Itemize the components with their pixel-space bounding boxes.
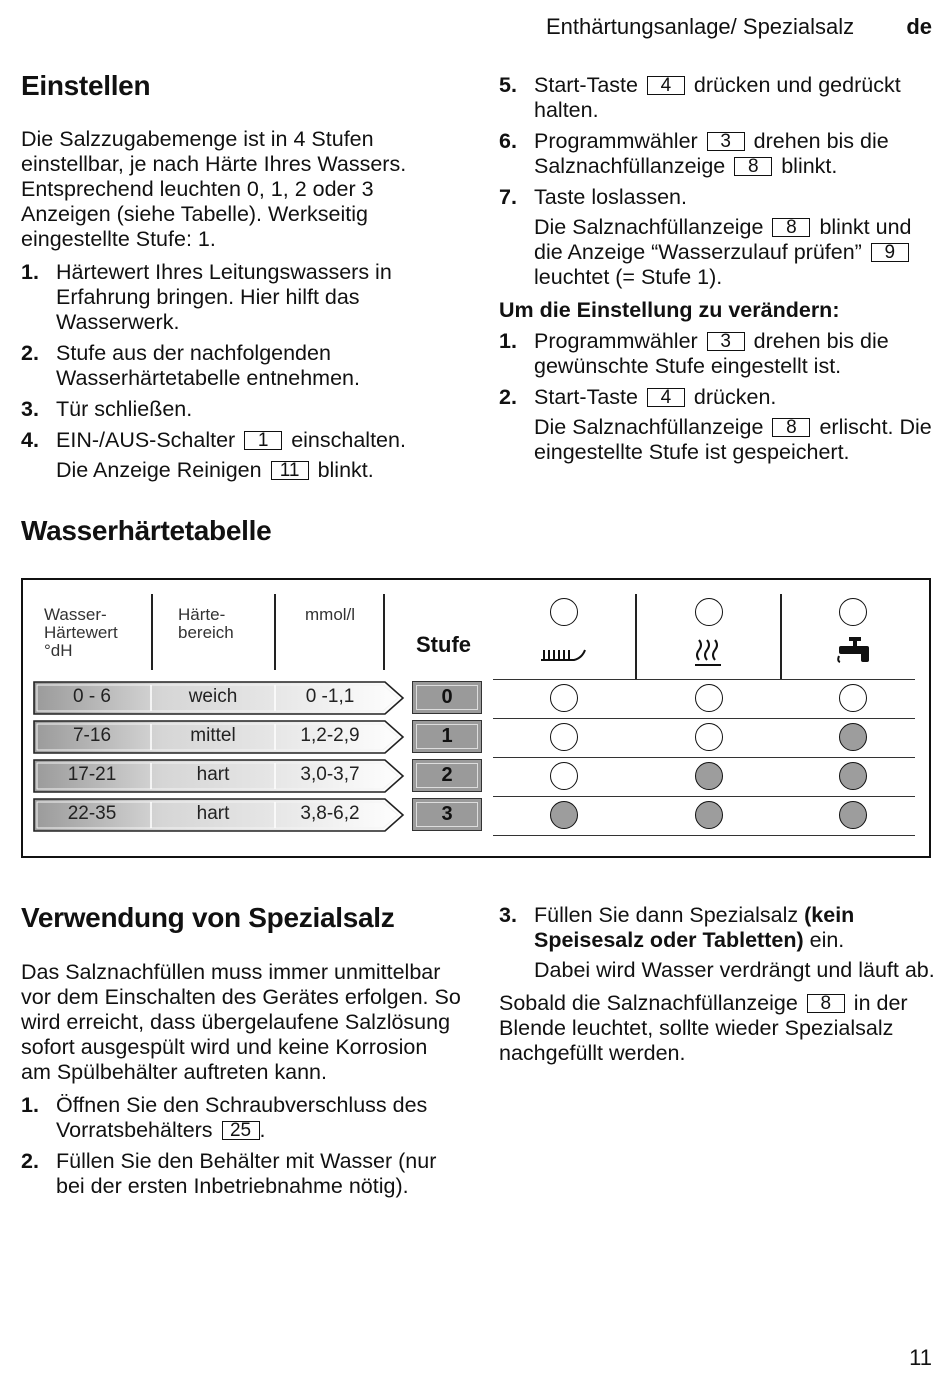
list-item: 2. Stufe aus der nachfolgenden Wasserhärtetabelle entnehmen. — [21, 341, 360, 390]
stufe-badge: 2 — [412, 759, 482, 792]
header-divider — [383, 594, 385, 670]
header-range: Härte- bereich — [178, 605, 234, 642]
indicator-header-circle — [839, 598, 867, 626]
stufe-badge: 3 — [412, 798, 482, 831]
spezialsalz-left-column — [21, 960, 461, 1199]
indicator-off — [550, 762, 578, 790]
stufe-badge: 0 — [412, 681, 482, 714]
running-header — [546, 14, 932, 40]
row-divider — [493, 679, 915, 680]
water-tap-icon — [835, 634, 873, 666]
row-divider — [493, 757, 915, 758]
list-item: 2. Start-Taste 4 drücken. — [499, 385, 777, 409]
control-ref-box: 11 — [271, 461, 309, 480]
hardness-bar — [33, 759, 381, 791]
einstellen-intro: Die Salzzugabemenge ist in 4 Stufen einstellbar, je nach Härte Ihres Wassers. Entsprechend leuchten 0, 1, 2 oder 3 Anzeigen (siehe Tabelle). Werkseitig eingestellte Stufe: 1. — [21, 127, 407, 251]
cell-dh: 7-16 — [72, 725, 112, 746]
header-divider — [635, 594, 637, 680]
steam-drying-icon — [693, 638, 725, 668]
header-divider — [151, 594, 153, 670]
control-ref-box: 8 — [734, 157, 772, 176]
list-item: 4. EIN-/AUS-Schalter 1 einschalten. — [21, 428, 406, 452]
rinse-aid-icon — [538, 638, 588, 666]
row-divider — [493, 796, 915, 797]
row-divider — [493, 835, 915, 836]
header-mmol: mmol/l — [305, 605, 356, 624]
list-item-result: Die Anzeige Reinigen 11 blinkt. — [56, 458, 374, 482]
list-item: 1. Härtewert Ihres Leitungswassers in Erfahrung bringen. Hier hilft das Wasserwerk. — [21, 260, 392, 334]
list-item: 3. Tür schließen. — [21, 397, 193, 421]
cell-range: hart — [196, 803, 230, 824]
list-item: 1. Öffnen Sie den Schraubverschluss des Vorratsbehälters 25 . — [21, 1093, 428, 1142]
change-setting-heading: Um die Einstellung zu verändern: — [499, 298, 840, 322]
cell-range: weich — [188, 686, 238, 707]
control-ref-box: 8 — [807, 994, 845, 1013]
list-item: 7. Taste loslassen. — [499, 185, 687, 209]
einstellen-right-column — [499, 67, 935, 465]
control-ref-box: 3 — [707, 132, 745, 151]
control-ref-box: 3 — [707, 332, 745, 351]
list-item: 6. Programmwähler 3 drehen bis die Salznachfüllanzeige 8 blinkt. — [499, 129, 889, 178]
list-item-result: Die Salznachfüllanzeige 8 erlischt. Die eingestellte Stufe ist gespeichert. — [534, 415, 932, 464]
indicator-lit — [839, 723, 867, 751]
hardness-bar — [33, 681, 381, 713]
indicator-off — [695, 684, 723, 712]
control-ref-box: 4 — [647, 76, 685, 95]
cell-mmol: 0 -1,1 — [305, 686, 355, 707]
stufe-badge: 1 — [412, 720, 482, 753]
control-ref-box: 4 — [647, 388, 685, 407]
header-divider — [274, 594, 276, 670]
special-salt-heading: Verwendung von Spezialsalz — [21, 902, 395, 933]
cell-range: mittel — [190, 725, 236, 746]
indicator-off — [839, 684, 867, 712]
control-ref-box: 25 — [222, 1121, 260, 1140]
list-item: 1. Programmwähler 3 drehen bis die gewünschte Stufe eingestellt ist. — [499, 329, 889, 378]
einstellen-heading: Einstellen — [21, 70, 151, 101]
spezialsalz-right-column — [499, 897, 935, 1066]
indicator-header-circle — [695, 598, 723, 626]
hardness-bar — [33, 720, 381, 752]
hardness-bar — [33, 798, 381, 830]
cell-range: hart — [196, 764, 230, 785]
language-code: de — [906, 14, 932, 39]
emphasis-text: (kein Speisesalz oder Tabletten) — [534, 903, 855, 952]
row-divider — [493, 718, 915, 719]
cell-dh: 17-21 — [67, 764, 117, 785]
control-ref-box: 8 — [772, 218, 810, 237]
indicator-lit — [839, 762, 867, 790]
list-item: 5. Start-Taste 4 drücken und gedrückt halten. — [499, 73, 901, 122]
einstellen-left-column — [21, 127, 461, 483]
cell-dh: 22-35 — [67, 803, 117, 824]
spezialsalz-intro: Das Salznachfüllen muss immer unmittelbar vor dem Einschalten des Gerätes erfolgen. So wird erreicht, dass übergelaufene Salzlösung sofort ausgespült wird und keine Korrosion am Spülbehälter auftreten kann. — [21, 960, 461, 1084]
indicator-lit — [695, 762, 723, 790]
indicator-lit — [839, 801, 867, 829]
header-stufe: Stufe — [416, 632, 471, 657]
cell-mmol: 1,2-2,9 — [300, 725, 360, 746]
cell-mmol: 3,0-3,7 — [300, 764, 360, 785]
list-item: 2. Füllen Sie den Behälter mit Wasser (nur bei der ersten Inbetriebnahme nötig). — [21, 1149, 437, 1198]
control-ref-box: 9 — [871, 243, 909, 262]
header-dh: Wasser- Härtewert °dH — [44, 605, 118, 660]
page-number: 11 — [909, 1345, 932, 1370]
control-ref-box: 1 — [244, 431, 282, 450]
header-divider — [780, 594, 782, 680]
indicator-lit — [550, 801, 578, 829]
section-title: Enthärtungsanlage/ Spezialsalz — [545, 14, 855, 39]
cell-dh: 0 - 6 — [72, 686, 112, 707]
indicator-lit — [695, 801, 723, 829]
indicator-header-circle — [550, 598, 578, 626]
indicator-off — [550, 723, 578, 751]
list-item: 3. Füllen Sie dann Spezialsalz (kein Speisesalz oder Tabletten) ein. — [499, 903, 855, 952]
indicator-off — [695, 723, 723, 751]
indicator-off — [550, 684, 578, 712]
water-hardness-heading: Wasserhärtetabelle — [21, 515, 272, 546]
list-item-result: Die Salznachfüllanzeige 8 blinkt und die Anzeige “Wasserzulauf prüfen” 9 leuchtet (= Stufe 1). — [534, 215, 912, 289]
control-ref-box: 8 — [772, 418, 810, 437]
spezialsalz-outro: Sobald die Salznachfüllanzeige 8 in der Blende leuchtet, sollte wieder Spezialsalz nachgefüllt werden. — [499, 991, 908, 1065]
water-hardness-table — [21, 578, 931, 858]
cell-mmol: 3,8-6,2 — [300, 803, 360, 824]
list-item-result: Dabei wird Wasser verdrängt und läuft ab. — [534, 958, 935, 982]
